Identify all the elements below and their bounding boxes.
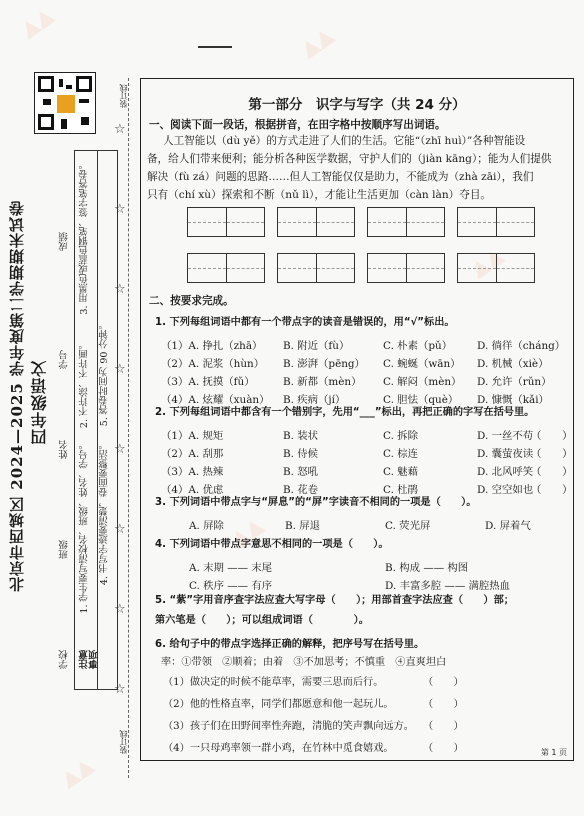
note-1: 1. 学生要写清校名、班级、姓名、学号。	[79, 440, 90, 614]
q2-s6: 6. 给句子中的带点字选择正确的解释，把序号写在括号里。	[155, 639, 425, 650]
subject-title: 四年级语文	[30, 360, 49, 445]
star-icon: ☆	[114, 122, 126, 137]
s6-item: （1）做决定的时候不能草率，需要三思而后行。	[163, 677, 384, 688]
field-score: 成绩	[59, 232, 70, 251]
watermark: ▲▲	[465, 242, 508, 283]
s6-key: 率：①带领 ②顺着；由着 ③不加思考；不慎重 ④直爽坦白	[161, 657, 447, 668]
q1-line: 只有（chí xù）探索和不断（nǔ lì），才能让生活更加（càn làn）夺目。	[147, 189, 492, 201]
watermark: ▲▲	[55, 752, 98, 793]
q2-s3: 3. 下列词语中带点字与“屏息”的“屏”字读音不相同的一项是（ ）。	[155, 497, 477, 508]
qr-code	[34, 72, 96, 134]
binding-line-label: 装订线	[119, 84, 128, 108]
field-name: 姓名	[59, 440, 70, 459]
writing-grid[interactable]	[457, 253, 535, 283]
writing-grid[interactable]	[277, 207, 355, 237]
s6-item: （2）他的性格直率，同学们都愿意和他一起玩儿。	[163, 699, 394, 710]
star-icon: ☆	[114, 602, 126, 617]
writing-grid[interactable]	[277, 253, 355, 283]
star-icon: ☆	[114, 362, 126, 377]
field-id: 学号	[59, 350, 70, 369]
watermark: ▲▲	[295, 22, 338, 63]
star-icon: ☆	[114, 282, 126, 297]
q2-s4: 4. 下列词语中带点字意思不相同的一项是（ ）。	[155, 539, 389, 550]
note-2: 2. 不许涂、不许画。	[79, 340, 90, 429]
star-icon: ☆	[114, 522, 126, 537]
exam-title: 北京市西城区 2024—2025 学年度第二学期期末试卷	[8, 200, 26, 592]
star-icon: ☆	[114, 682, 126, 697]
q2-s2: 2. 下列每组词语中都含有一个错别字，先用“___”标出，再把正确的字写在括号里。	[155, 407, 535, 418]
s6-answer-paren[interactable]: （ ）	[423, 743, 464, 754]
q2-s5-cont: 第六笔是（ ）；可以组成词语（ ）。	[155, 615, 369, 626]
writing-grid[interactable]	[187, 207, 265, 237]
q2-heading: 二、按要求完成。	[149, 295, 234, 307]
star-icon: ☆	[114, 442, 126, 457]
q1-line: 人工智能以（dù yě）的方式走进了人们的生活。它能“（zhī huì）”各种智能设	[163, 135, 526, 147]
writing-grid[interactable]	[457, 207, 535, 237]
writing-grid[interactable]	[367, 207, 445, 237]
q1-line: 备，给人们带来便利；能分析各种医学数据，守护人们的（jiàn kāng）；能为人们提供	[147, 153, 552, 165]
s6-answer-paren[interactable]: （ ）	[423, 677, 464, 688]
s6-answer-paren[interactable]: （ ）	[423, 699, 464, 710]
notes-label-2: 事项	[89, 650, 100, 669]
note-3: 3. 用黑色或蓝色钢笔、签字笔答卷。	[79, 160, 90, 315]
watermark: ▲▲	[225, 512, 268, 553]
watermark: ▲▲	[15, 2, 58, 43]
s6-item: （3）孩子们在田野间率性奔跑，清脆的笑声飘向远方。	[163, 721, 414, 732]
section-title: 第一部分 识字与写字（共 24 分）	[248, 97, 466, 113]
field-class: 班级	[59, 540, 70, 559]
q1-line: 解决（fù zá）问题的思路……但人工智能仅仅是助力，不能成为（zhà zāi），我们	[147, 171, 534, 183]
note-5: 5. 答卷时间为 90 分钟。	[99, 320, 110, 427]
writing-grid[interactable]	[187, 253, 265, 283]
question-frame: 第一部分 识字与写字（共 24 分） 一、阅读下面一段话，根据拼音，在田字格中按顺序写出词语。 人工智能以（dù yě）的方式走进了人们的生活。它能“（zhī huì）”各种智能设 备，给人们带来便利；能分析各种医学数据，守护人们的（jiàn kāng）；能为人们提供 解决（fù zá）问题的思路……但人工智能仅仅是助力，不能成为（zhà zāi），我们 只有（chí xù）探索和不断（nǔ lì），才能让生活更加（càn làn）夺目。 二、按要求完成。 1. 下列每组词语中都有一个带点字的读音是错误的，用“√”标出。 （1）A. 挣扎（zhā） B. 附近（fù） C. 朴素（pǔ） D. 徜徉（cháng） （2）A. 泥浆（hùn） B. 澎湃（pēng） C. 蜿蜒（wān） D. 机械（xiè） （3）A. 抚摸（fǔ） B. 新都（mèn） C. 解闷（mèn） D. 允许（rǔn） （4）A. 炫耀（xuàn） B. 疾病（jí） C. 胆怯（què） D. 慷慨（kǎi） 2. 下列每组词语中都含有一个错别字，先用“___”标出，再把正确的字写在括号里。 （1）A. 规矩 B. 装状 C. 拆除 D. 一丝不苟 （ ） （2）A. 刮那 B. 侍候 C. 棕连 D. 囊萤夜读 （ ） （3）A. 热辣 B. 怒吼 C. 魅藉 D. 北风呼笑 （ ） （4）A. 优虑 B. 花卷 C. 杜鹃 D. 空空如也 （ ） 3. 下列词语中带点字与“屏息”的“屏”字读音不相同的一项是（ ）。 A. 屏除 B. 屏退 C. 荧光屏 D. 屏着气 4. 下列词语中带点字意思不相同的一项是（ ）。 A. 末期 —— 末尾 B. 构成 —— 构图 C. 秩序 —— 有序 D. 丰富多腔 —— 满腔热血 5. “紫”字用音序查字法应查大写字母（ ）；用部首查字法应查（ ）部； 第六笔是（ ）；可以组成词语（ ）。 6. 给句子中的带点字选择正确的解释，把序号写在括号里。 率：①带领 ②顺着；由着 ③不加思考；不慎重 ④直爽坦白 （1）做决定的时候不能草率，需要三思而后行。 （ ） （2）他的性格直率，同学们都愿意和他一起玩儿。 （ ） （3）孩子们在田野间率性奔跑，清脆的笑声飘向远方。 （ ） （4）一只母鸡率领一群小鸡，在竹林中觅食嬉戏。 （ ） 第 1 页	[140, 78, 574, 761]
s6-answer-paren[interactable]: （ ）	[423, 721, 464, 732]
note-4: 4. 书写字迹要清楚，卷面要整洁。	[99, 440, 110, 586]
star-icon: ☆	[114, 202, 126, 217]
top-mark	[198, 46, 232, 48]
notes-label-1: 注意	[79, 650, 90, 669]
q2-s5: 5. “紫”字用音序查字法应查大写字母（ ）；用部首查字法应查（ ）部；	[155, 595, 514, 606]
page-number: 第 1 页	[540, 748, 567, 757]
s6-item: （4）一只母鸡率领一群小鸡，在竹林中觅食嬉戏。	[163, 743, 394, 754]
binding-line-label: 装订线	[119, 730, 128, 754]
q1-heading: 一、阅读下面一段话，根据拼音，在田字格中按顺序写出词语。	[149, 119, 446, 131]
writing-grid[interactable]	[367, 253, 445, 283]
field-school: 学校	[59, 650, 70, 669]
q2-s1: 1. 下列每组词语中都有一个带点字的读音是错误的，用“√”标出。	[155, 317, 455, 328]
binding-dashed-line	[128, 78, 129, 778]
